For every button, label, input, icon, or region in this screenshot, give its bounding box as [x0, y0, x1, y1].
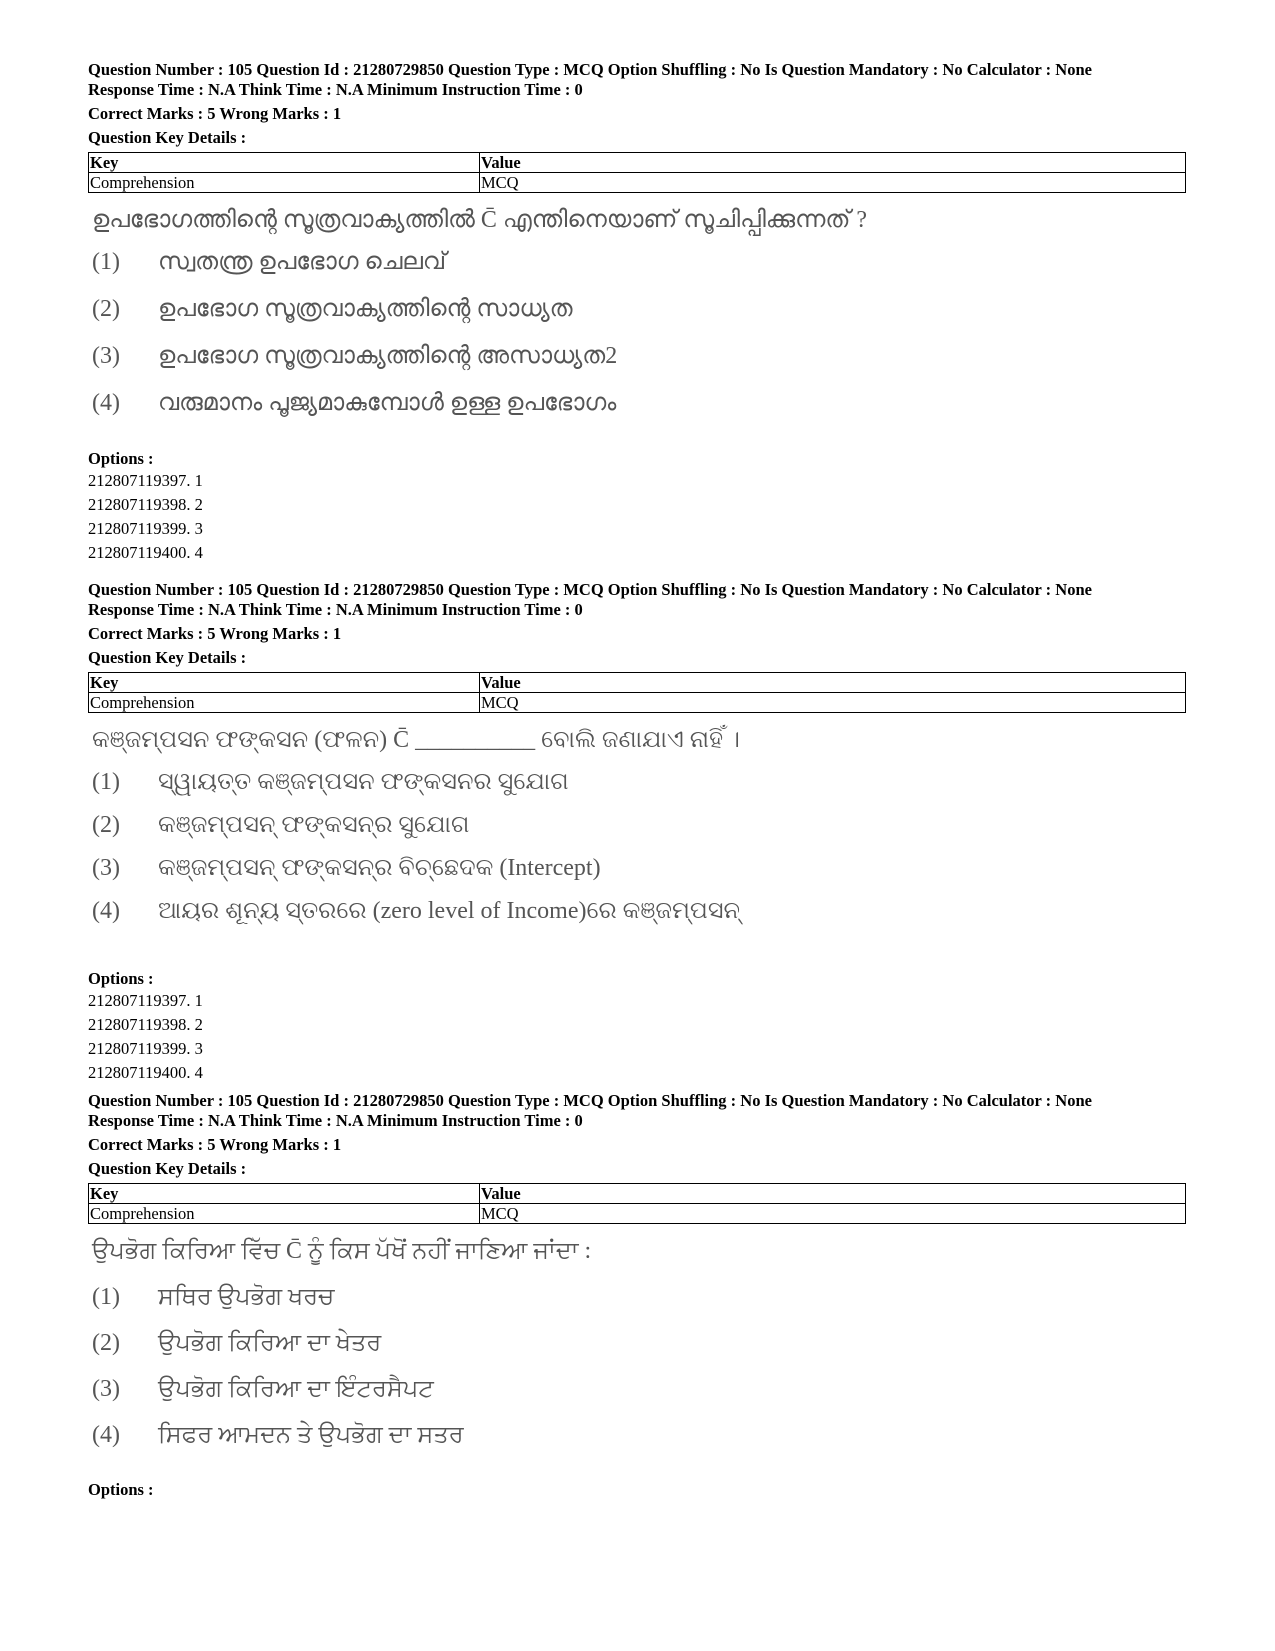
table-cell-key: Comprehension: [89, 693, 480, 713]
key-details-label: Question Key Details :: [88, 648, 247, 667]
question-block-1: [88, 60, 1188, 565]
table-head-key: Key: [89, 673, 480, 693]
question-stem: ഉപഭോഗത്തിന്റെ സൂത്രവാക്യത്തിൽ C̄ എന്തിനെയാണ് സൂചിപ്പിക്കുന്നത് ?: [92, 207, 868, 233]
options-label: Options :: [88, 969, 154, 988]
options-label: Options :: [88, 449, 154, 468]
question-meta-line2: Response Time : N.A Think Time : N.A Minimum Instruction Time : 0: [88, 80, 583, 99]
question-meta-line1: Question Number : 105 Question Id : 21280729850 Question Type : MCQ Option Shuffling : No Is Question Mandatory : No Calculator : None: [88, 1091, 1092, 1110]
option-id-2: 212807119398. 2: [88, 495, 203, 514]
question-stem: ਉਪਭੋਗ ਕਿਰਿਆ ਵਿੱਚ C̄ ਨੂੰ ਕਿਸ ਪੱਖੋਂ ਨਹੀਂ ਜਾਣਿਆ ਜਾਂਦਾ :: [92, 1238, 592, 1264]
key-details-label: Question Key Details :: [88, 1159, 247, 1178]
option-id-4: 212807119400. 4: [88, 543, 203, 562]
answer-choice-2: (2) ਉਪਭੋਗ ਕਿਰਿਆ ਦਾ ਖੇਤਰ: [92, 1330, 382, 1356]
question-content-punjabi: [88, 1230, 1188, 1480]
option-id-3: 212807119399. 3: [88, 519, 203, 538]
marks-line: Correct Marks : 5 Wrong Marks : 1: [88, 104, 342, 123]
question-block-2: [88, 580, 1188, 1085]
answer-choice-1: (1) സ്വതന്ത്ര ഉപഭോഗ ചെലവ്: [92, 249, 447, 275]
table-cell-value: MCQ: [480, 693, 1186, 713]
answer-choice-2: (2) କଞ୍ଜମ୍ପସନ୍ ଫଙ୍କସନ୍‌ର ସୁଯୋଗ: [92, 812, 470, 838]
question-meta-line2: Response Time : N.A Think Time : N.A Minimum Instruction Time : 0: [88, 1111, 583, 1130]
option-id-1: 212807119397. 1: [88, 471, 203, 490]
answer-choice-4: (4) ਸਿਫਰ ਆਮਦਨ ਤੇ ਉਪਭੋਗ ਦਾ ਸਤਰ: [92, 1422, 464, 1448]
key-details-table: [88, 1183, 1186, 1224]
question-meta-line1: Question Number : 105 Question Id : 21280729850 Question Type : MCQ Option Shuffling : No Is Question Mandatory : No Calculator : None: [88, 580, 1092, 599]
table-head-value: Value: [480, 673, 1186, 693]
question-stem: କଞ୍ଜମ୍ପସନ ଫଙ୍କସନ (ଫଳନ) C̄ __________ ବୋଲି ଜଣାଯାଏ ନାହିଁ ।: [92, 727, 740, 753]
question-meta-line2: Response Time : N.A Think Time : N.A Minimum Instruction Time : 0: [88, 600, 583, 619]
answer-choice-2: (2) ഉപഭോഗ സൂത്രവാക്യത്തിന്റെ സാധ്യത: [92, 296, 573, 322]
table-head-key: Key: [89, 1184, 480, 1204]
answer-choice-3: (3) କଞ୍ଜମ୍ପସନ୍ ଫଙ୍କସନ୍‌ର ବିଚ୍ଛେଦକ (Intercept): [92, 855, 601, 881]
question-content-odia: [88, 719, 1188, 969]
answer-choice-4: (4) ଆୟର ଶୂନ୍ୟ ସ୍ତରରେ (zero level of Income)ରେ କଞ୍ଜମ୍ପସନ୍: [92, 898, 741, 924]
answer-choice-1: (1) ସ୍ୱାୟତ୍ତ କଞ୍ଜମ୍ପସନ ଫଙ୍କସନର ସୁଯୋଗ: [92, 769, 569, 795]
options-label: Options :: [88, 1480, 154, 1499]
key-details-table: [88, 672, 1186, 713]
key-details-table: [88, 152, 1186, 193]
table-head-value: Value: [480, 1184, 1186, 1204]
answer-choice-1: (1) ਸਥਿਰ ਉਪਭੋਗ ਖਰਚ: [92, 1284, 335, 1310]
option-id-2: 212807119398. 2: [88, 1015, 203, 1034]
answer-choice-4: (4) വരുമാനം പൂജ്യമാകുമ്പോൾ ഉള്ള ഉപഭോഗം: [92, 390, 617, 416]
table-cell-value: MCQ: [480, 173, 1186, 193]
question-content-malayalam: [88, 199, 1188, 449]
table-head-key: Key: [89, 153, 480, 173]
question-meta-line1: Question Number : 105 Question Id : 21280729850 Question Type : MCQ Option Shuffling : No Is Question Mandatory : No Calculator : None: [88, 60, 1092, 79]
marks-line: Correct Marks : 5 Wrong Marks : 1: [88, 1135, 342, 1154]
question-block-3: [88, 1091, 1188, 1500]
option-id-1: 212807119397. 1: [88, 991, 203, 1010]
marks-line: Correct Marks : 5 Wrong Marks : 1: [88, 624, 342, 643]
key-details-label: Question Key Details :: [88, 128, 247, 147]
option-id-3: 212807119399. 3: [88, 1039, 203, 1058]
option-id-4: 212807119400. 4: [88, 1063, 203, 1082]
table-cell-value: MCQ: [480, 1204, 1186, 1224]
answer-choice-3: (3) ਉਪਭੋਗ ਕਿਰਿਆ ਦਾ ਇੰਟਰਸੈਪਟ: [92, 1376, 434, 1402]
answer-choice-3: (3) ഉപഭോഗ സൂത്രവാക്യത്തിന്റെ അസാധ്യത2: [92, 343, 618, 369]
table-head-value: Value: [480, 153, 1186, 173]
table-cell-key: Comprehension: [89, 1204, 480, 1224]
table-cell-key: Comprehension: [89, 173, 480, 193]
